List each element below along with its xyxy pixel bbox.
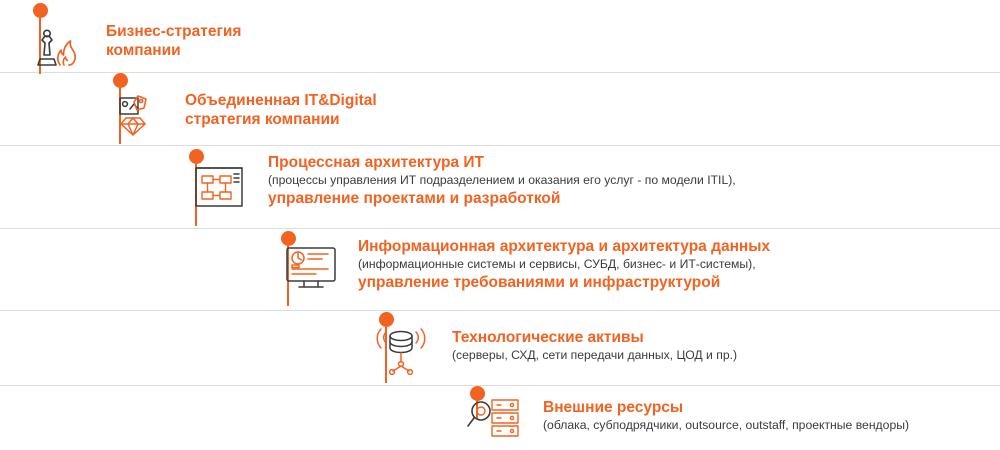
- level-subtitle: (процессы управления ИТ подразделением и оказания его услуг - по модели ITIL),: [268, 173, 736, 187]
- row-separator: [0, 385, 1000, 386]
- level-text-block: [358, 237, 770, 293]
- level-title-line: стратегия компании: [185, 111, 340, 128]
- level-accent-line: управление проектами и разработкой: [268, 190, 561, 207]
- monitor-dashboard-icon: [282, 242, 336, 296]
- level-text-block: [543, 398, 909, 434]
- level-title-line: Информационная архитектура и архитектура данных: [358, 238, 771, 255]
- level-subtitle: (серверы, СХД, сети передачи данных, ЦОД и пр.): [452, 348, 738, 362]
- level-subtitle: (облака, субподрядчики, outsource, outstaff, проектные вендоры): [543, 418, 910, 432]
- level-title-line: Бизнес-стратегия: [106, 23, 242, 40]
- level-text-block: [452, 328, 737, 364]
- chess-pieces-icon: [28, 20, 82, 74]
- row-separator: [0, 145, 1000, 146]
- level-title-line: Внешние ресурсы: [543, 399, 684, 416]
- level-accent-line: управление требованиями и инфраструктурой: [358, 274, 721, 291]
- level-title-line: компании: [106, 42, 181, 59]
- level-title-line: Процессная архитектура ИТ: [268, 154, 484, 171]
- level-title-line: Объединенная IT&Digital: [185, 92, 377, 109]
- level-text-block: [268, 153, 736, 209]
- database-network-icon: [372, 322, 426, 376]
- process-flow-icon: [190, 160, 244, 214]
- search-server-icon: [466, 396, 520, 450]
- level-title-line: Технологические активы: [452, 329, 644, 346]
- level-text-block: [185, 91, 377, 129]
- row-separator: [0, 228, 1000, 229]
- row-separator: [0, 72, 1000, 73]
- strategy-gem-icon: [108, 88, 162, 142]
- level-text-block: [106, 22, 241, 60]
- level-subtitle: (информационные системы и сервисы, СУБД, бизнес- и ИТ-системы),: [358, 257, 756, 271]
- row-separator: [0, 310, 1000, 311]
